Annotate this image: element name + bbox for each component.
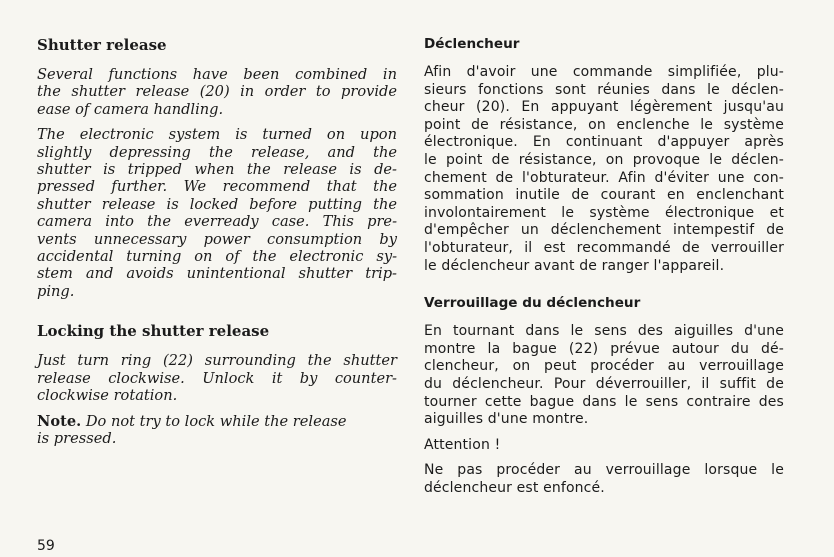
note-text: [37, 413, 397, 448]
paragraph-electronic-system: [37, 126, 397, 300]
text-line: release clockwise. Unlock it by counter-: [37, 369, 397, 387]
text-line: point de résistance, on enclenche le système: [424, 116, 784, 133]
paragraph-ne-pas: [424, 462, 784, 497]
text-line: cheur (20). En appuyant légèrement jusqu'au: [424, 99, 784, 116]
text-line: sieurs fonctions sont réunies dans le déclen-: [424, 81, 784, 98]
text-line: aiguilles d'une montre.: [424, 411, 589, 428]
text-line: The electronic system is turned on upon: [37, 126, 397, 144]
note-label: Note.: [37, 412, 82, 430]
text-line: Just turn ring (22) surrounding the shutter: [37, 352, 397, 370]
text-line: En tournant dans le sens des aiguilles d'une: [424, 323, 784, 340]
text-line: ease of camera handling.: [37, 100, 224, 118]
text-line: électronique. En continuant d'appuyer après: [424, 134, 784, 151]
paragraph-note: [37, 413, 397, 448]
text-line: chement de l'obturateur. Afin d'éviter une con-: [424, 169, 784, 186]
text-line: le déclencheur avant de ranger l'appareil.: [424, 257, 725, 274]
paragraph-commande: [424, 64, 784, 275]
text-line: l'obturateur, il est recommandé de verrouiller: [424, 239, 784, 256]
text-line: montre la bague (22) prévue autour du dé-: [424, 340, 784, 357]
paragraph-functions: [37, 66, 397, 118]
text-line: is pressed.: [37, 429, 117, 447]
text-line: sommation inutile de courant en enclenchant: [424, 187, 784, 204]
text-line: the shutter release (20) in order to provide: [37, 83, 397, 101]
text-line: déclencheur est enfoncé.: [424, 479, 605, 496]
text-line: Afin d'avoir une commande simplifiée, plu-: [424, 64, 784, 80]
text-line: shutter is tripped when the release is de-: [37, 161, 397, 179]
text-line: vents unnecessary power consumption by: [37, 230, 397, 248]
english-column: [37, 34, 397, 455]
heading-locking-shutter-release: Locking the shutter release: [37, 322, 270, 341]
text-line: clockwise rotation.: [37, 387, 178, 405]
text-line: Several functions have been combined in: [37, 66, 397, 83]
heading-declencheur: Déclencheur: [424, 36, 520, 52]
text-line: stem and avoids unintentional shutter trip-: [37, 265, 397, 283]
text-line: Do not try to lock while the release: [85, 412, 347, 430]
text-line: shutter release is locked before putting the: [37, 195, 397, 213]
paragraph-turn-ring: [37, 352, 397, 404]
text-line: ping.: [37, 282, 75, 300]
text-line: involontairement le système électronique et: [424, 204, 784, 221]
text-line: clencheur, on peut procéder au verrouillage: [424, 358, 784, 375]
text-line: le point de résistance, on provoque le déclen-: [424, 151, 784, 168]
text-line: camera into the everready case. This pre-: [37, 213, 397, 231]
attention-label: Attention !: [424, 436, 501, 453]
text-line: d'empêcher un déclenchement intempestif de: [424, 222, 784, 239]
french-column: [424, 34, 784, 505]
text-line: pressed further. We recommend that the: [37, 178, 397, 196]
text-line: tourner cette bague dans le sens contraire des: [424, 393, 784, 410]
text-line: accidental turning on of the electronic sy-: [37, 248, 397, 266]
text-line: Ne pas procéder au verrouillage lorsque le: [424, 462, 784, 479]
heading-shutter-release: Shutter release: [37, 36, 167, 54]
text-line: du déclencheur. Pour déverrouiller, il suffit de: [424, 375, 784, 392]
paragraph-tournant: [424, 323, 784, 429]
text-line: slightly depressing the release, and the: [37, 143, 397, 161]
heading-verrouillage: Verrouillage du déclencheur: [424, 295, 641, 312]
page-number: 59: [37, 538, 55, 554]
